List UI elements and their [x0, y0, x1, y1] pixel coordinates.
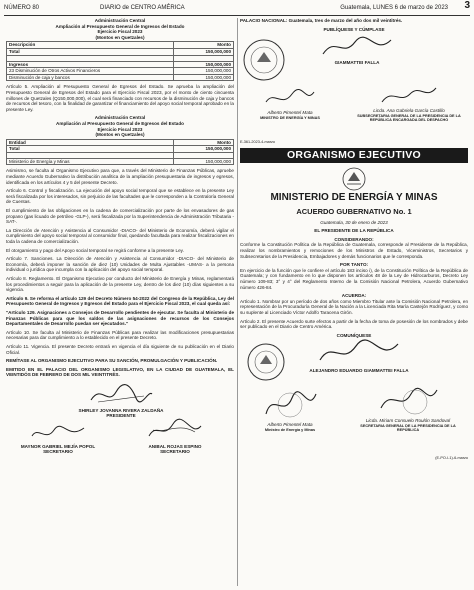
table-header-row — [7, 139, 234, 146]
left-column — [6, 18, 234, 586]
table-cell: Ministerio de Energía y Minas — [7, 158, 174, 165]
table-cell: 23 Disminución de Otros Activos Financieros — [7, 68, 174, 75]
right-column — [240, 18, 468, 586]
paragraph-diaco: La Dirección de Atención y Asistencia al Consumidor -DIACO- del Ministerio de Economía, deberá vigilar el cumplimiento del apoyo social temporal al consumidor final, quedando facultada para realizar fiscalizaciones en toda la cadena de comercialización. — [6, 227, 234, 244]
signatory-title: Ministro de Energía y Minas — [264, 427, 316, 432]
section-banner: ORGANISMO EJECUTIVO — [240, 148, 468, 163]
signatory-name: Alberto Pimentel Mata — [267, 422, 313, 428]
signatory-name: Licda. Miriam Consuelo Roulón Sandoval — [365, 418, 451, 424]
signature-scribble — [86, 382, 156, 408]
table-row — [7, 61, 234, 68]
column-header: Monto — [174, 42, 234, 49]
table-cell: Total — [7, 146, 174, 153]
table-cell: 150,000,000 — [174, 146, 234, 153]
table-cell: 150,000,000 — [174, 68, 234, 75]
table-row — [7, 48, 234, 55]
remitase: REMÍTASE AL ORGANISMO EJECUTIVO PARA SU SANCIÓN, PROMULGACIÓN Y PUBLICACIÓN. — [6, 358, 218, 364]
table-row — [7, 146, 234, 153]
signatory-name: GIAMMATTEI FALLA — [334, 60, 380, 66]
table-cell: 150,000,000 — [174, 74, 234, 81]
income-table — [6, 41, 234, 81]
emitido: EMITIDO EN EL PALACIO DEL ORGANISMO LEGISLATIVO, EN LA CIUDAD DE GUATEMALA, EL VEINTIDÓS DE FEBRERO DE DOS MIL VEINTITRÉS. — [6, 366, 234, 378]
signature-scribble — [375, 384, 441, 418]
signatory-title: SECRETARIA GENERAL DE LA PRESIDENCIA DE LA REPÚBLICA — [360, 423, 456, 433]
table-row — [7, 158, 234, 165]
signature-block — [302, 34, 412, 66]
column-header: Descripción — [7, 42, 174, 49]
signatory-title: MINISTRO DE ENERGÍA Y MINAS — [260, 115, 320, 120]
signatory-name: MAYNOR GABRIEL MEJÍA POPOL — [20, 443, 96, 449]
signatory-name: SHIRLEY JOVANNA RIVERA ZALDAÑA — [78, 407, 164, 413]
publication-name: DIARIO de CENTRO AMÉRICA — [100, 5, 185, 11]
table2-title — [6, 115, 234, 137]
signatory-title: PRESIDENTE — [106, 413, 136, 419]
signature-block — [350, 384, 466, 432]
article-11: Artículo 11. Vigencia. El presente Decreto entrará en vigencia el día siguiente de su publicación en el Diario Oficial. — [6, 343, 234, 355]
portanto-heading: POR TANTO: — [339, 262, 369, 268]
reference-code: E-361-2023-4-marzo — [240, 140, 276, 145]
signature-block — [240, 388, 340, 432]
signature-scribble — [28, 422, 88, 444]
signature-block — [8, 422, 108, 455]
article-9: Artículo 9. Se reforma el artículo 129 del Decreto Número 54-2022 del Congreso de la República, Ley del Presupuesto General de Ingresos y Egresos del Estado para el Ejercicio Fiscal 2023, el cual queda así: — [6, 295, 234, 307]
signature-scribble — [314, 338, 404, 368]
executive-signatures-bottom — [240, 338, 468, 456]
table-cell: Total — [7, 48, 174, 55]
table-title-line: Administración Central — [94, 18, 146, 23]
article-5: Artículo 5. Ampliación al Presupuesto General de Egresos del Estado. Se aprueba la ampliación del Presupuesto General de Egresos del Estado para el Ejercicio Fiscal 2023, por el monto de ciento cincuenta millones de Quetzales (Q150,000,000), el cual será financiado con recursos de la disminución de caja y bancos de recursos del tesoro, con la finalidad de garantizar el financiamiento del apoyo social temporal aprobado en la presente Ley. — [6, 84, 234, 112]
presidency-seal-icon — [246, 342, 286, 382]
considerando-heading: CONSIDERANDO: — [334, 236, 374, 242]
table-row — [7, 74, 234, 81]
article-1: Artículo 1. Nombrar por un período de dos años como Miembro Titular ante la Comisión Nacional Petrolera, en representación de la Procuraduría General de la Nación a la Licenciada Rita María Castejón Rodríguez, y como su suplente al Licenciado Víctor Adolfo Taracena Girón. — [240, 298, 468, 315]
signatory-name: Licda. Ana Gabriela García Castillo — [373, 108, 445, 114]
legislative-signatures — [6, 378, 234, 478]
table-title-line: Ampliación al Presupuesto General de Egresos del Estado — [56, 120, 184, 126]
column-header: Monto — [174, 139, 234, 146]
table-title-line: Ejercicio Fiscal 2023 — [97, 29, 143, 35]
article-7: Artículo 7. Sanciones. La Dirección de Atención y Asistencia al Consumidor -DIACO- del Ministerio de Economía, deberá imponer la sanción de diez (10) Unidades de Multa Ajustables -UMAS- a la persona individual o jurídica que incumpla con la aplicación del apoyo social temporal. — [6, 256, 234, 273]
table-cell: 150,000,000 — [174, 61, 234, 68]
signature-scribble — [262, 86, 318, 110]
signature-scribble — [260, 388, 320, 422]
reference-code: (E-PO-I-1)-6-marzo — [435, 456, 468, 461]
table1-title — [6, 18, 234, 40]
paragraph-payment: El otorgamiento y pago del Apoyo social temporal se regirá conforme a la presente Ley. — [6, 247, 184, 253]
ministry-title: MINISTERIO DE ENERGÍA Y MINAS — [270, 191, 438, 203]
signatory-title: SECRETARIO — [160, 449, 190, 455]
paragraph-sat: El cumplimiento de las obligaciones en la cadena de comercialización por parte de los envasadores de gas propano (gas licuado de petróleo -GLP-), será fiscalizada por la Superintendencia de Administración Tributaria -SAT-. — [6, 208, 234, 225]
page-header — [4, 0, 470, 16]
signatory-title: SUBSECRETARIA GENERAL DE LA PRESIDENCIA DE LA REPÚBLICA ENCARGADA DEL DESPACHO — [357, 113, 461, 123]
el-presidente: EL PRESIDENTE DE LA REPÚBLICA — [314, 228, 394, 234]
column-divider — [237, 18, 238, 586]
signatory-name: ANIBAL ROJAS ESPINO — [148, 443, 202, 449]
signature-block — [294, 338, 424, 374]
executive-signatures-top — [240, 32, 468, 140]
expense-table — [6, 139, 234, 166]
paragraph-distribution: Asimismo, se faculta al Organismo Ejecutivo para que, a través del Ministerio de Finanzas Públicas, apruebe mediante Acuerdo Gubernativo la distribución analítica de la ampliación presupuestaria de ingresos y egresos, identificada en los artículos 4 y 5 del presente Decreto. — [6, 168, 234, 185]
signature-block — [76, 382, 166, 419]
table-title-line: Administración Central — [94, 115, 146, 121]
table-header-row — [7, 42, 234, 49]
signature-block — [240, 86, 340, 120]
acuerdo-title: ACUERDO GUBERNATIVO No. 1 — [296, 206, 412, 216]
publiquese: PUBLÍQUESE Y CÚMPLASE — [323, 26, 385, 32]
comuniquese: COMUNÍQUESE — [336, 332, 372, 338]
signature-block — [120, 418, 230, 455]
presidency-seal-icon — [242, 38, 286, 82]
palacio-line: PALACIO NACIONAL: Guatemala, tres de marzo del año dos mil veintitrés. — [240, 18, 403, 23]
table-title-line: Ejercicio Fiscal 2023 — [97, 126, 143, 132]
issue-date: Guatemala, LUNES 6 de marzo de 2023 — [340, 5, 448, 11]
signature-scribble — [143, 418, 207, 444]
considerando-text: Conforme la Constitución Política de la República de Guatemala, corresponde al Presidente de la República, realizar los nombramientos y remociones de los Ministros de Estado, Viceministros, Secretarios y Subsecretarios de la Presidencia, Embajadores y demás funcionarios que le corresponda. — [240, 242, 468, 259]
table-title-line: (Montos en Quetzales) — [95, 132, 145, 138]
signatory-title: SECRETARIO — [43, 449, 73, 455]
acuerda-heading: ACUERDA: — [341, 293, 367, 299]
signatory-name: Alberto Pimentel Mata — [267, 110, 313, 116]
page-number: 3 — [464, 0, 470, 11]
issue-number: NÚMERO 80 — [4, 5, 40, 11]
article-6: Artículo 6. Control y fiscalización. La ejecución del apoyo social temporal que se establece en la presente Ley será fiscalizada por los interesados, sin perjuicio de las facultades que le corresponden a la Contraloría General de Cuentas. — [6, 188, 234, 205]
table-row — [7, 68, 234, 75]
column-header: Entidad — [7, 139, 174, 146]
table-title-line: (Montos en Quetzales) — [95, 34, 145, 40]
portanto-text: En ejercicio de la función que le confiere el artículo 183 inciso i), de la Constitución Política de la República de Guatemala; y con fundamento en lo que disponen los artículos 48 de la Ley de Hidrocarburos, Decreto Ley número 109-83; 3° y 4° del Reglamento Interno de la Comisión Nacional Petrolera, Acuerdo Gubernativo número 426-84. — [240, 267, 468, 290]
signature-scribble — [378, 84, 440, 108]
table-cell: Disminución de caja y bancos — [7, 74, 174, 81]
article-129-quote: "Artículo 129. Asignaciones a Consejos de Desarrollo pendientes de ejecutar. Se faculta al Ministerio de Finanzas Públicas para que los saldos de las asignaciones de recursos de los Consejos Departamentales de Desarrollo puedan ser ejecutados." — [6, 309, 234, 327]
signatory-name: ALEJANDRO EDUARDO GIAMMATTEI FALLA — [309, 368, 409, 374]
table-cell: 150,000,000 — [174, 158, 234, 165]
table-cell: Ingresos — [7, 61, 174, 68]
article-8: Artículo 8. Reglamento. El Organismo Ejecutivo por conducto del Ministerio de Energía y Minas, reglamentará los procedimientos a seguir para la aplicación de la presente Ley, dentro de los diez (10) días siguientes a su vigencia. — [6, 275, 234, 293]
article-10: Artículo 10. Se faculta al Ministerio de Finanzas Públicas para realizar las modificaciones presupuestarias necesarias para dar cumplimiento a lo establecido en el presente Decreto. — [6, 329, 234, 341]
signature-scribble — [317, 34, 397, 60]
table-cell: 150,000,000 — [174, 48, 234, 55]
article-2: Artículo 2. El presente Acuerdo surte efectos a partir de la fecha de toma de posesión de los nombrados y debe ser publicado en el Diario de Centro América. — [240, 318, 468, 330]
signature-block — [352, 84, 466, 122]
table-title-line: Ampliación al Presupuesto General de Ingresos del Estado — [55, 23, 185, 29]
acuerdo-place-date: Guatemala, 30 de enero de 2023 — [320, 219, 388, 225]
coat-of-arms-icon — [341, 166, 367, 192]
